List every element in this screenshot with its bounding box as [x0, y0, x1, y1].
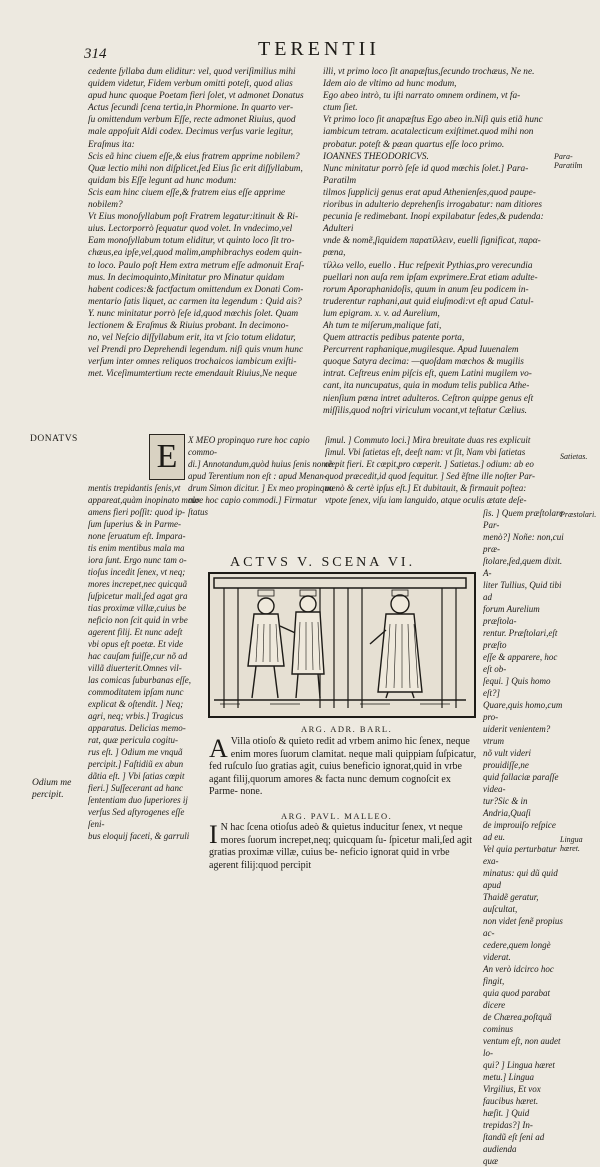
text-line: Quæ lectio mihi non diſplicet,ſed Eius ſic erit diſſyllabum,	[88, 163, 303, 174]
argument-dropcap: I	[209, 820, 218, 849]
text-line: tioſus incedit ſenex, vt neq;	[88, 567, 186, 577]
commentary-right-narrow	[483, 507, 567, 1167]
page-number: 314	[84, 46, 107, 62]
text-line: verſum inter omnes reliquos trochaicos iambicum exiſti-	[88, 357, 297, 368]
text-line: ctum ſiet.	[323, 103, 358, 114]
text-line: chæus,ea ipſe,vel,quod malim,amphibrachys eodem quin-	[88, 248, 302, 259]
commentary-left-narrow	[88, 482, 203, 842]
text-line: illi, vt primo loco ſit anapæſtus,ſecundo trochæus, Ne ne.	[323, 67, 535, 77]
text-line: quidam bis Eſſe legunt ad hunc modum:	[88, 175, 237, 186]
text-line: verſus Sed aſtyrogenes eſſe ſeni-	[88, 807, 185, 829]
text-line: eſſe & apparere, hoc eſt ob-	[483, 652, 558, 674]
text-line: Vt Eius monoſyllabum poſt Fratrem legatur:itinuit & Ri-	[88, 212, 299, 223]
commentary-top-lines	[188, 434, 338, 518]
argument-dropcap: A	[209, 734, 228, 763]
text-line: mentis trepidantis ſenis,vt appareat,quàm inopinato malo	[88, 483, 200, 505]
argument-text: Villa otioſo & quieto redit ad vrbem animo hic ſenex, neque enim mores ſuorum clamitat. neque mali quippiam ſuſpicatur, fed ruſculo ſuo gratias agit, cuius beneficio ignorat,quid in vrbe agant filij,quorum amores & facta nunc demum cognoſcit ex Parme- none.	[209, 736, 477, 797]
margin-note-lingua: Lingua hæret.	[560, 835, 583, 853]
margin-note-praestolari: Præstolari.	[560, 510, 597, 519]
text-line: iora ſunt. Ergo nunc tam o-	[88, 555, 187, 565]
text-line: Percurrent raphanique,mugilesque. Apud Iuuenalem	[323, 345, 519, 356]
text-line: nienſium pœna intret adulteros. Ceſtron quippe genus eſt	[323, 393, 534, 404]
argument-title-malleo: ARG. PAVL. MALLEO.	[281, 811, 393, 821]
text-line: hac cauſam fuiſſe,cur nõ ad	[88, 651, 188, 661]
text-line: mus. In decimoquinto,Minitatur pro Minatur quidam	[88, 272, 285, 283]
text-line: Ah tum te miſerum,malique fati,	[323, 320, 442, 331]
text-line: tur?Sic & in Andria,Quaſi	[483, 796, 531, 818]
text-line: male appoſuit Aldi codex. Decimus verſus varie legitur,	[88, 127, 294, 138]
text-line: percipit.] Faſtidiũ ex abun	[88, 759, 184, 769]
text-line: habent codices:& factfactum omittendum ex Donati Com-	[88, 284, 304, 295]
margin-note-satietas: Satietas.	[560, 452, 588, 461]
text-line: Y. nunc minitatur porrò ſeſe id,quod mœchis ſolet. Quam	[88, 308, 299, 319]
text-line: ventum eſt, non audet lo-	[483, 1036, 561, 1058]
text-line: quod præcedit,id quod ſequitur. ] Sed ẽſtne ille noſter Par-	[325, 471, 536, 481]
text-line: none ſeruatum eſt. Impara-	[88, 531, 186, 541]
text-line: no, vel Neſcio diſſyllabum erit, ita vt ſcio totum elidatur,	[88, 333, 296, 344]
text-line: quæ	[483, 1156, 499, 1166]
text-line: nobilem?	[88, 200, 123, 211]
text-line: las comicas ſuburbanas eſſe,	[88, 675, 191, 685]
margin-note-donatus: DONATVS	[30, 434, 78, 444]
text-line: forum Aurelium præſtola-	[483, 604, 540, 626]
text-line: vbi opus eſt poetæ. Et vide	[88, 639, 183, 649]
text-line: rat, quæ pericula cogitu-	[88, 735, 178, 745]
text-line: vel Prendi pro Deprehendi legendum. niſi quis vnum hunc	[88, 345, 304, 356]
text-line: drum Simon dicitur. ] Ex meo propinquo	[188, 483, 334, 493]
woodcut-illustration	[208, 572, 476, 718]
text-line: menò & certè ipſus eſt.] Et dubitauit, & firmauit poſtea:	[325, 483, 527, 493]
text-line: liter Tullius, Quid tibi ad	[483, 580, 562, 602]
margin-note-odium: Odium me	[32, 778, 72, 788]
woodcut-figures-icon	[210, 574, 470, 712]
text-line: ſuſpicetur mali,ſed agat gra	[88, 591, 188, 601]
text-line: to loco. Paulo poſt Hem extra metrum eſſe admonuit Eraſ-	[88, 260, 305, 271]
text-line: tis enim mentibus mala ma	[88, 543, 185, 553]
text-line: Nunc minitatur porrò ſeſe id quod mœchis ſolet.] Para- Paratilm	[323, 163, 529, 186]
text-line: vnde & nomẽ,ſiquidem παρατίλλειν, euelli ſignificat, παρα- pœna,	[323, 236, 541, 259]
text-line: ſtandũ eſt ſeni ad audienda	[483, 1132, 545, 1154]
text-line: apparatus. Delicias memo-	[88, 723, 186, 733]
text-line: amens fieri poſſit: quod ip-	[88, 507, 185, 517]
text-line: commoditatem ipſam nunc	[88, 687, 184, 697]
running-head: TERENTII	[258, 38, 380, 60]
text-line: neficio non ſcit quid in vrbe	[88, 615, 188, 625]
text-line: quidem videtur, Fidem verbum omitti poteſt, quod alias	[88, 79, 293, 90]
text-line: de improuiſo reſpice ad eu.	[483, 820, 556, 842]
text-line: rorum Aporaphanidoſis, quum in anum ſeu podicem in-	[323, 284, 529, 295]
text-line: Quem attractis pedibus patente porta,	[323, 333, 465, 344]
argument-barl	[209, 736, 479, 799]
text-line: Scis eã hinc ciuem eſſe,& eius fratrem apprime nobilem?	[88, 151, 300, 162]
text-line: mentario ſatis liquet, ac carmen ita legendum : Quid ais?	[88, 296, 302, 307]
text-line: apud hunc quoque Poetam fieri ſolet, vt admonet Donatus	[88, 91, 304, 102]
text-line: truderentur raphani,aut quid eiuſmodi:vt eſt apud Catul-	[323, 296, 534, 307]
text-line: minatus: qui dũ quid apud	[483, 868, 558, 890]
text-line: ſtolare,ſed,quem dixit. A-	[483, 556, 563, 578]
text-line: Quare,quis homo,cum pro-	[483, 700, 563, 722]
text-line: ſententiam duo ſuperiores ij	[88, 795, 188, 805]
text-line: cedere,quem longè viderat.	[483, 940, 551, 962]
text-line: fieri.] Suſſecerant ad hanc	[88, 783, 183, 793]
margin-note-percipit: percipit.	[32, 790, 64, 800]
text-line: Vel quia perturbatur exa-	[483, 844, 557, 866]
text-line: Vt primo loco ſit anapæſtus Ego abeo in.Niſi quis etiã hunc	[323, 115, 543, 126]
text-line: bus eloquij faceti, & garruli	[88, 831, 190, 841]
text-line: ſimul. Vbi ſatietas eſt, deeſt nam: vt ſit, Nam vbi ſatietas	[325, 447, 526, 457]
text-line: intrat. Ceſtreus enim piſcis eſt, quem Latini mugilem vo-	[323, 369, 532, 380]
left-column-top	[88, 66, 313, 380]
text-line: Thaidẽ geratur, auſcultat,	[483, 892, 539, 914]
text-line: met. Viceſimumtertium recte emendauit Riuius,Ne neque	[88, 369, 297, 380]
text-line: vtpote ſenex, viſu iam languido, atque oculis ætate deſe-	[325, 495, 527, 505]
text-line: Eam monoſyllabum totum eliditur, vt quinto loco ſit tro-	[88, 236, 295, 247]
commentary-mid-right	[325, 434, 550, 506]
text-line: rure hoc capio commodi.] Firmatur ſtatus	[188, 495, 317, 517]
text-line: rioribus in adulterio deprehenſis irrogabatur: nam ditiores	[323, 200, 542, 211]
text-line: quid fallaciæ paraſſe videa-	[483, 772, 559, 794]
text-line: rentur. Præſtolari,eſt præſto	[483, 628, 558, 650]
text-line: Eraſmus ita:	[88, 139, 135, 150]
text-line: menò?] Noñe: non,cui præ-	[483, 532, 564, 554]
text-line: lum epigram. x. v. ad Aurelium,	[323, 308, 440, 319]
text-line: tias proximæ villæ,cuius be	[88, 603, 187, 613]
text-line: lectionem & Eraſmus & Riuius probant. In decimono-	[88, 320, 289, 331]
text-line: Virgilius, Et vox faucibus hæret.	[483, 1084, 541, 1106]
text-line: cœpit fieri. Et cœpit,pro cœperit. ] Satietas.] odium: ab eo	[325, 459, 534, 469]
text-line: uius. Lectorporrò ſequatur quod volet. In vndecimo,vel	[88, 224, 293, 235]
text-line: agerent filij. Et nunc adeſt	[88, 627, 183, 637]
text-line: Scis eam hinc ciuem eſſe,& fratrem eius eſſe apprime	[88, 187, 286, 198]
text-line: villã diuerterit.Omnes vil-	[88, 663, 182, 673]
text-line: de Chærea,poſtquã cominus	[483, 1012, 552, 1034]
text-line: di.] Annotandum,quòd huius ſenis nomẽ	[188, 459, 332, 469]
text-line: ſum ſuperius & in Parme-	[88, 519, 181, 529]
text-line: hæſit. ] Quid trepidas?] In-	[483, 1108, 533, 1130]
argument-title-barl: ARG. ADR. BARL.	[301, 724, 393, 734]
text-line: ſu omittendum verbum Eſſe, recte admonet Riuius, quod	[88, 115, 296, 126]
text-line: iambicum tetram. acatalecticum exiſtimet.quod mihi non	[323, 127, 534, 138]
scene-title: ACTVS V. SCENA VI.	[230, 555, 416, 570]
text-line: ſis. ] Quem præſtolare Par-	[483, 508, 564, 530]
text-line: Ego abeo intrò, tu iſti narrato omnem ordinem, vt fa-	[323, 91, 521, 102]
text-line: ſequi. ] Quis homo eſt?]	[483, 676, 551, 698]
text-line: quoque Satyra decima: —quoſdam mœchos & mugilis	[323, 357, 524, 368]
text-line: cedente ſyllaba dum eliditur: vel, quod veriſimilius mihi	[88, 67, 296, 77]
text-line: X MEO propinquo rure hoc capio commo-	[188, 435, 310, 457]
text-line: qui? ] Lingua hæret metu.] Lingua	[483, 1060, 555, 1082]
text-line: ſimul. ] Commuto loci.] Mira breuitate duas res explicuit	[325, 435, 531, 445]
argument-text: N hac ſcena otioſus adeò & quietus inducitur ſenex, vt neque mores ſuorum increpet,neq; quicquam ſu- ſpicetur mali,ſed agit gratias proximæ villæ, cuius be- neficio ignorat quid in vrbe agerent filij:quod percipit	[209, 822, 472, 871]
text-line: An verò idcirco hoc fingit,	[483, 964, 554, 986]
text-line: apud Terentium non eſt : apud Menan-	[188, 471, 327, 481]
right-column-top	[323, 66, 553, 417]
text-line: probatur. poteſt & pæan quartus eſſe loco primo.	[323, 139, 505, 150]
text-line: explicat & oſtendit. ] Neq;	[88, 699, 184, 709]
text-line: tilmos ſupplicij genus erat apud Athenienſes,quod paupe-	[323, 187, 536, 198]
text-line: rus eſt. ] Odium me vnquã	[88, 747, 183, 757]
text-line: miſſilis,quod noſtri viriculum vocant,vt teſtatur Cælius.	[323, 405, 528, 416]
text-line: non videt ſenẽ propius ac-	[483, 916, 563, 938]
text-line: τίλλω vello, euello . Huc reſpexit Pythias,pro verecundia	[323, 260, 533, 271]
ornate-dropcap: E	[149, 434, 185, 480]
text-line: pecunia ſe redimebant. Inopi expilabatur ſedes,& pudenda: Adulteri	[323, 212, 544, 235]
text-line: mores increpet,nec quicquã	[88, 579, 188, 589]
text-line: Actus ſecundi ſcena tertia,in Phormione. In quarto ver-	[88, 103, 294, 114]
text-line: uiderit venientem? vtrum	[483, 724, 551, 746]
text-line: IOANNES THEODORICVS.	[323, 151, 429, 162]
text-line: puellari non auſa rem ipſam exprimere.Erat etiam adulte-	[323, 272, 538, 283]
argument-malleo	[209, 822, 479, 872]
text-line: Idem aio de vltimo ad hunc modum,	[323, 79, 457, 90]
text-line: agri, neq; vrbis.] Tragicus	[88, 711, 184, 721]
margin-note-paratilmos: Para- Paratilm	[554, 152, 583, 170]
text-line: cant, ita nuncupatus, quia in modum telis publica Athe-	[323, 381, 530, 392]
text-line: nõ vult videri prouidiſſe,ne	[483, 748, 531, 770]
text-line: quia quod parabat dicere	[483, 988, 551, 1010]
text-line: dãtia eſt. ] Vbi ſatias cœpit	[88, 771, 185, 781]
